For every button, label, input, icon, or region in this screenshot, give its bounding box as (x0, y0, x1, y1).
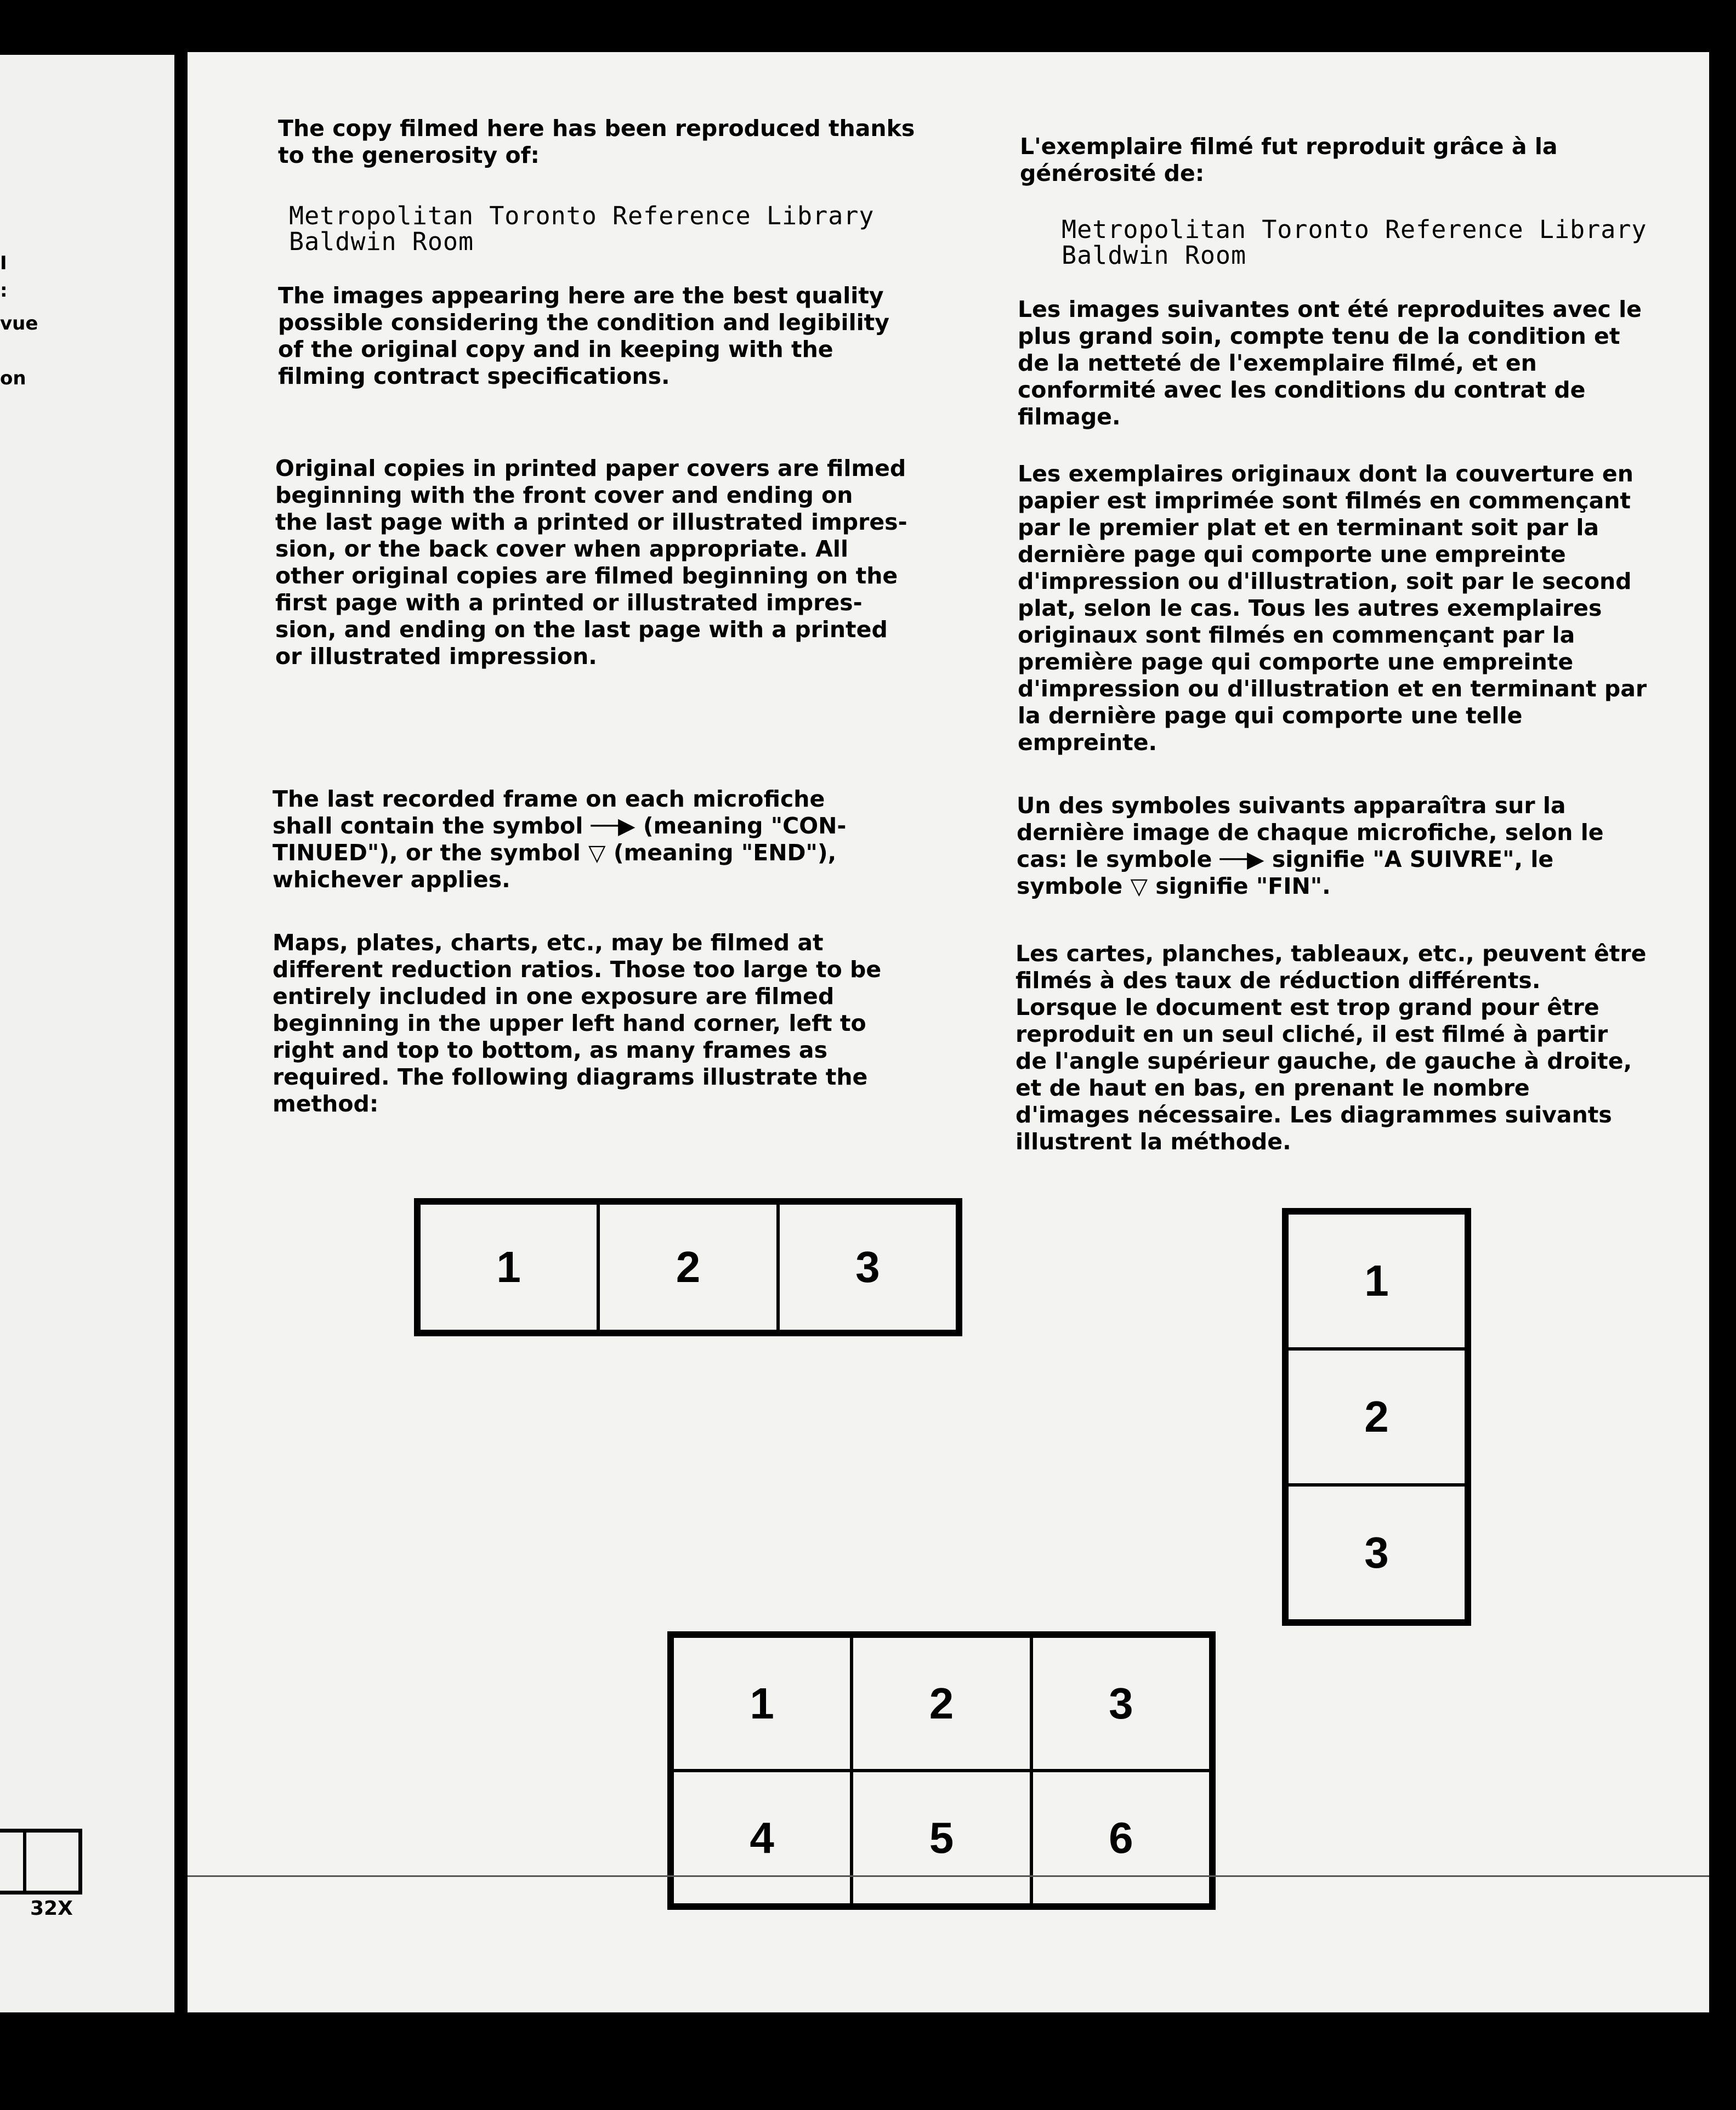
frame-cell: 2 (852, 1636, 1031, 1771)
frame-cell: 4 (672, 1771, 852, 1905)
left-fragment: : (0, 280, 8, 302)
french-symbols-paragraph: Un des symboles suivants apparaîtra sur la dernière image de chaque microfiche, selon le cas: le symbole ──▶ signifie "A SUIVRE", le symbole ▽ signifie "FIN". (1017, 792, 1604, 899)
page-divider (174, 49, 188, 2023)
frame-cell: 2 (598, 1203, 778, 1331)
gauge-ratio-label: 32X (30, 1897, 73, 1920)
frame-cell: 6 (1031, 1771, 1211, 1905)
frame-cell: 2 (1287, 1349, 1466, 1485)
frame-cell: 3 (1287, 1485, 1466, 1621)
left-partial-page (0, 55, 174, 2012)
left-fragment: on (0, 367, 26, 389)
english-quality-paragraph: The images appearing here are the best quality possible considering the condition and legibility of the original copy and in keeping with the filming contract specifications. (278, 282, 890, 389)
frame-cell: 3 (778, 1203, 957, 1331)
grid-frames-diagram (667, 1631, 1216, 1910)
frame-cell: 3 (1031, 1636, 1211, 1771)
left-fragment: vue (0, 313, 38, 334)
horizontal-frames-diagram (414, 1198, 962, 1336)
french-maps-paragraph: Les cartes, planches, tableaux, etc., peuvent être filmés à des taux de réduction différents. Lorsque le document est trop grand pour être reproduit en un seul cliché, il est filmé à partir de l'angle supérieur gauche, de gauche à droite, et de haut en bas, en prenant le nombre d'images nécessaire. Les diagrammes suivants illustrent la méthode. (1015, 940, 1647, 1155)
frame-cell: 1 (419, 1203, 598, 1331)
gauge-frames (0, 1829, 82, 1895)
bottom-film-edge (0, 2012, 1736, 2110)
english-library-name: Metropolitan Toronto Reference Library Baldwin Room (289, 201, 875, 256)
english-symbols-paragraph: The last recorded frame on each microfiche shall contain the symbol ──▶ (meaning "CON- TINUED"), or the symbol ▽ (meaning "END"), whichever applies. (273, 786, 847, 893)
frame-cell: 5 (852, 1771, 1031, 1905)
french-thanks: L'exemplaire filmé fut reproduit grâce à la générosité de: (1020, 133, 1558, 186)
french-covers-paragraph: Les exemplaires originaux dont la couverture en papier est imprimée sont filmés en commençant par le premier plat et en terminant soit par la dernière page qui comporte une empreinte d'impression ou d'illustration, soit par le second plat, selon le cas. Tous les autres exemplaires originaux sont filmés en commençant par la première page qui comporte une empreinte d'impression ou d'illustration et en terminant par la dernière page qui comporte une telle empreinte. (1018, 461, 1647, 756)
frame-cell: 1 (672, 1636, 852, 1771)
left-fragment: I (0, 252, 7, 274)
frame-cell: 1 (1287, 1213, 1466, 1349)
vertical-frames-diagram (1282, 1208, 1471, 1626)
english-maps-paragraph: Maps, plates, charts, etc., may be filmed at different reduction ratios. Those too large to be entirely included in one exposure are filmed beginning in the upper left hand corner, left to right and top to bottom, as many frames as required. The following diagrams illustrate the method: (273, 929, 882, 1117)
scan-line (188, 1875, 1709, 1877)
microfiche-notice-page (188, 52, 1709, 2012)
french-library-name: Metropolitan Toronto Reference Library Baldwin Room (1062, 215, 1647, 270)
english-thanks: The copy filmed here has been reproduced thanks to the generosity of: (278, 115, 915, 168)
english-covers-paragraph: Original copies in printed paper covers are filmed beginning with the front cover and ending on the last page with a printed or illustrated impres- sion, or the back cover when appropriate. All other original copies are filmed beginning on the first page with a printed or illustrated impres- sion, and ending on the last page with a printed or illustrated impression. (275, 455, 907, 670)
french-quality-paragraph: Les images suivantes ont été reproduites avec le plus grand soin, compte tenu de la condition et de la netteté de l'exemplaire filmé, et en conformité avec les conditions du contrat de filmage. (1018, 296, 1642, 430)
